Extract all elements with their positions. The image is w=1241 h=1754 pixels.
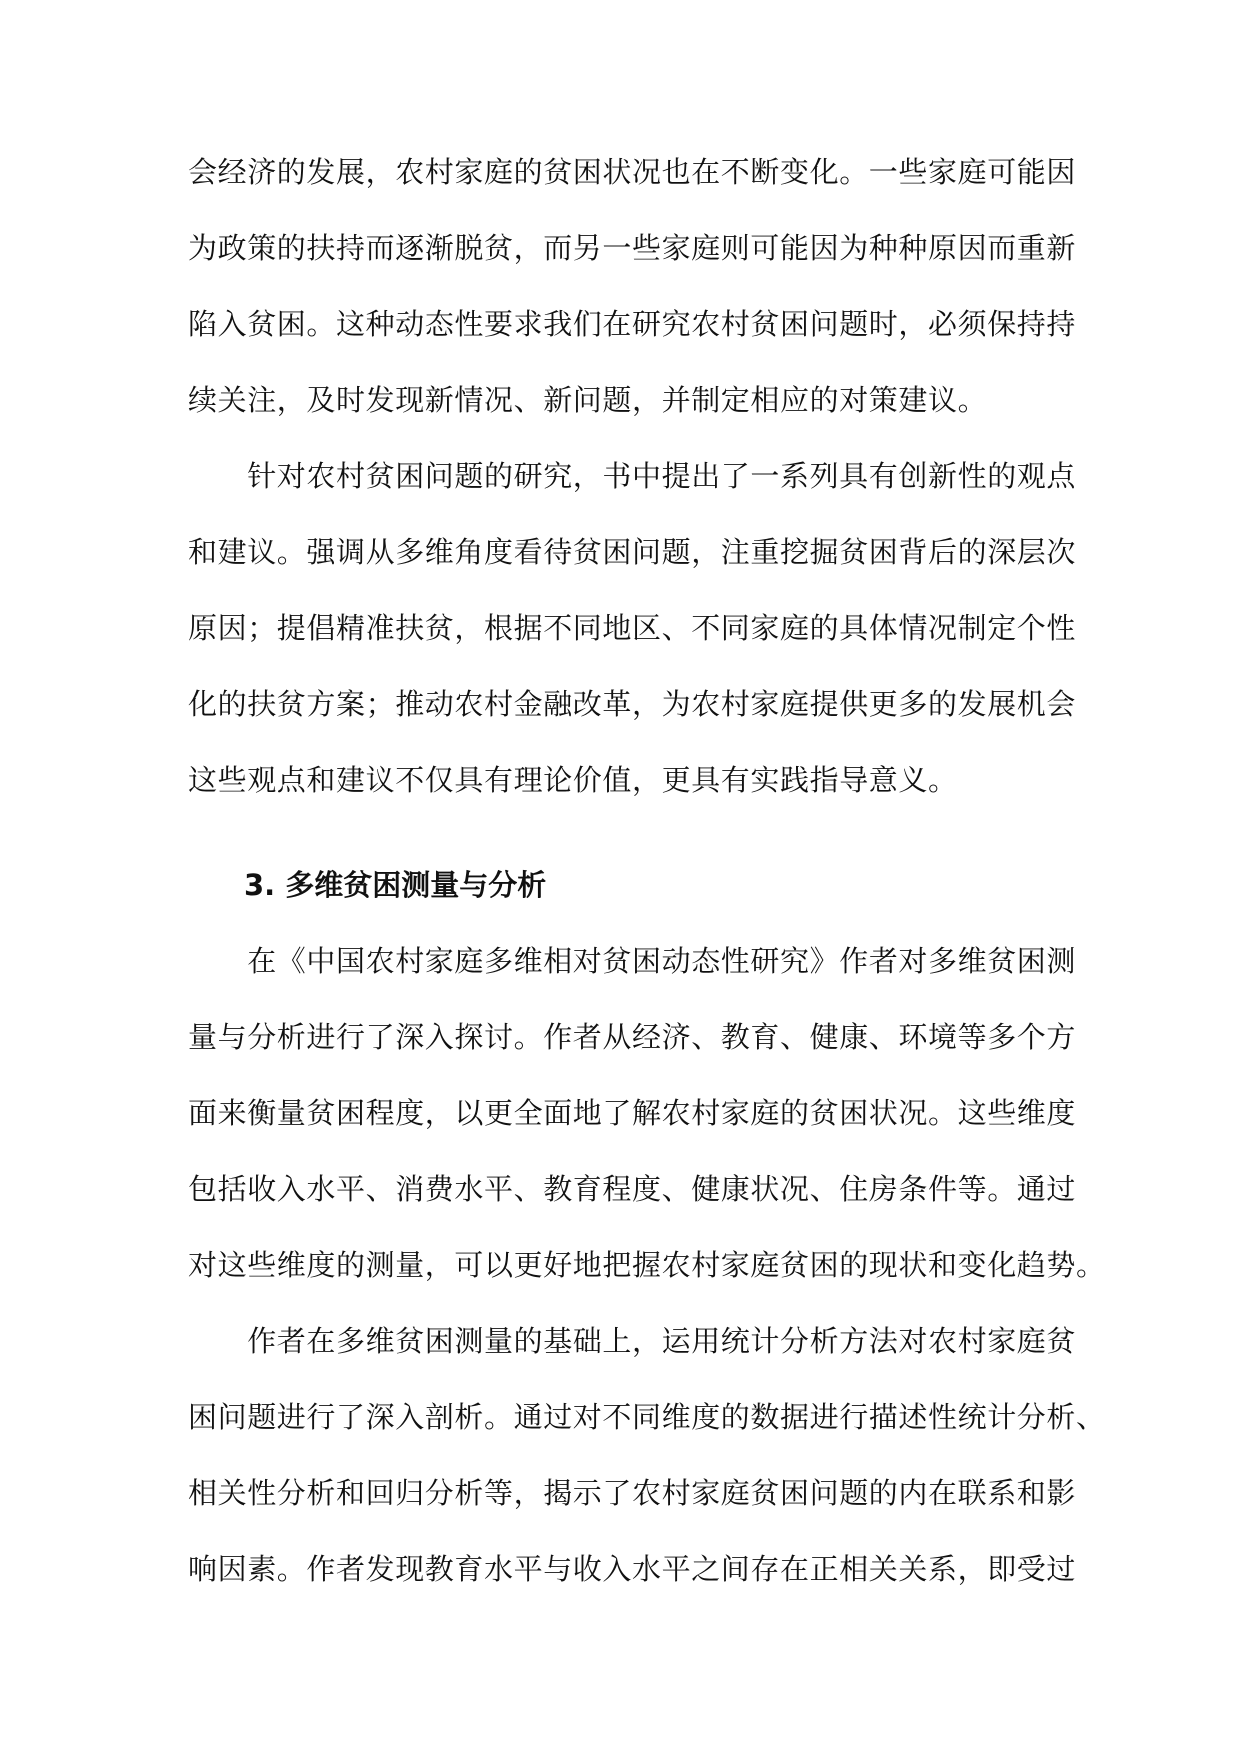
text-line: 为政策的扶持而逐渐脱贫，而另一些家庭则可能因为种种原因而重新 (188, 231, 1077, 265)
text-line: 原因；提倡精准扶贫，根据不同地区、不同家庭的具体情况制定个性 (188, 611, 1077, 645)
text-line: 响因素。作者发现教育水平与收入水平之间存在正相关关系，即受过 (188, 1552, 1077, 1586)
text-line: 化的扶贫方案；推动农村金融改革，为农村家庭提供更多的发展机会 (188, 687, 1077, 721)
text-line: 这些观点和建议不仅具有理论价值，更具有实践指导意义。 (188, 763, 958, 797)
text-line: 在《中国农村家庭多维相对贫困动态性研究》作者对多维贫困测 (188, 944, 1077, 978)
text-line: 量与分析进行了深入探讨。作者从经济、教育、健康、环境等多个方 (188, 1020, 1077, 1054)
text-line: 包括收入水平、消费水平、教育程度、健康状况、住房条件等。通过 (188, 1172, 1077, 1206)
text-line: 面来衡量贫困程度，以更全面地了解农村家庭的贫困状况。这些维度 (188, 1096, 1077, 1130)
text-line: 和建议。强调从多维角度看待贫困问题，注重挖掘贫困背后的深层次 (188, 535, 1077, 569)
text-line: 会经济的发展，农村家庭的贫困状况也在不断变化。一些家庭可能因 (188, 155, 1077, 189)
text-line: 对这些维度的测量，可以更好地把握农村家庭贫困的现状和变化趋势。 (188, 1248, 1106, 1282)
text-line: 困问题进行了深入剖析。通过对不同维度的数据进行描述性统计分析、 (188, 1400, 1106, 1434)
text-line: 相关性分析和回归分析等，揭示了农村家庭贫困问题的内在联系和影 (188, 1476, 1077, 1510)
text-line: 针对农村贫困问题的研究，书中提出了一系列具有创新性的观点 (188, 459, 1077, 493)
text-line: 作者在多维贫困测量的基础上，运用统计分析方法对农村家庭贫 (188, 1324, 1077, 1358)
text-line: 陷入贫困。这种动态性要求我们在研究农村贫困问题时，必须保持持 (188, 307, 1077, 341)
section-heading: 3. 多维贫困测量与分析 (244, 868, 547, 902)
text-line: 续关注，及时发现新情况、新问题，并制定相应的对策建议。 (188, 383, 988, 417)
